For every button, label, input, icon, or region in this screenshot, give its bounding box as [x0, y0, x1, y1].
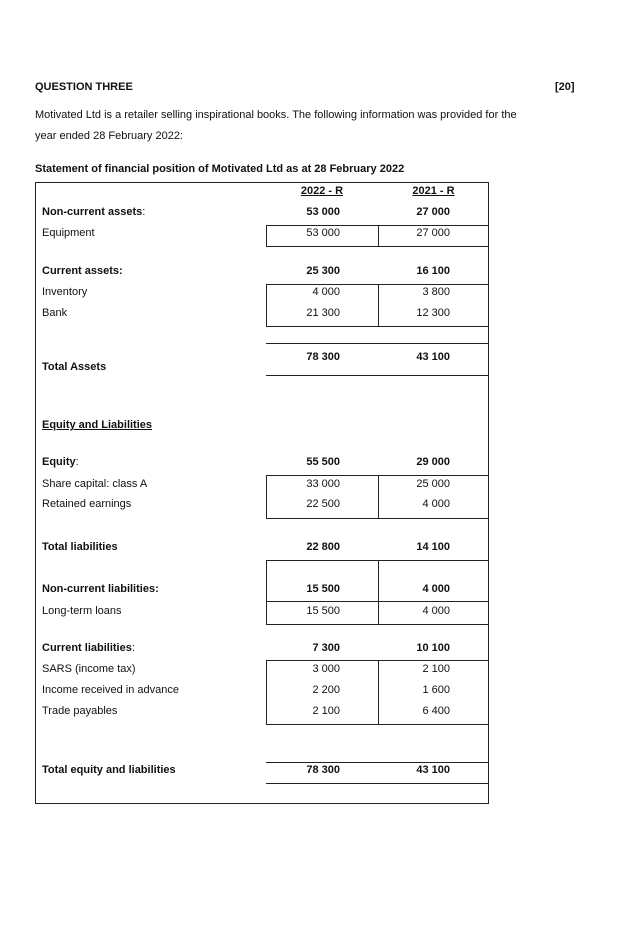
equity-liabilities-heading: Equity and Liabilities — [42, 419, 153, 431]
equity-label: Equity: — [42, 456, 79, 468]
bank-2021: 12 300 — [416, 307, 450, 319]
total-assets-2022: 78 300 — [306, 351, 340, 363]
trade-payables-2022: 2 100 — [312, 705, 340, 717]
income-advance-2022: 2 200 — [312, 684, 340, 696]
equipment-2021: 27 000 — [416, 227, 450, 239]
non-current-assets-label: Non-current assets: — [42, 206, 146, 218]
retained-earnings-label: Retained earnings — [42, 498, 132, 510]
total-assets-2021: 43 100 — [416, 351, 450, 363]
long-term-loans-label: Long-term loans — [42, 605, 122, 617]
current-liabilities-2022: 7 300 — [312, 642, 340, 654]
total-liabilities-label: Total liabilities — [42, 541, 118, 553]
non-current-liabilities-2022: 15 500 — [306, 583, 340, 595]
non-current-liabilities-2021: 4 000 — [422, 583, 450, 595]
long-term-loans-2021: 4 000 — [422, 605, 450, 617]
total-equity-liabilities-2022: 78 300 — [306, 764, 340, 776]
bank-label: Bank — [42, 307, 68, 319]
share-capital-label: Share capital: class A — [42, 478, 148, 490]
income-advance-2021: 1 600 — [422, 684, 450, 696]
inventory-2022: 4 000 — [312, 286, 340, 298]
intro-line-1: Motivated Ltd is a retailer selling inspirational books. The following information was provided for the — [35, 109, 517, 121]
trade-payables-2021: 6 400 — [422, 705, 450, 717]
retained-earnings-2021: 4 000 — [422, 498, 450, 510]
col-2021-header: 2021 - R — [412, 185, 455, 197]
current-liabilities-label: Current liabilities: — [42, 642, 135, 654]
intro-line-2: year ended 28 February 2022: — [35, 130, 183, 142]
equipment-label: Equipment — [42, 227, 95, 239]
total-equity-liabilities-2021: 43 100 — [416, 764, 450, 776]
equity-2022: 55 500 — [306, 456, 340, 468]
non-current-assets-2021: 27 000 — [416, 206, 450, 218]
sars-2022: 3 000 — [312, 663, 340, 675]
total-equity-liabilities-label: Total equity and liabilities — [42, 764, 176, 776]
total-assets-label: Total Assets — [42, 361, 107, 373]
equity-2021: 29 000 — [416, 456, 450, 468]
equipment-2022: 53 000 — [306, 227, 340, 239]
inventory-label: Inventory — [42, 286, 88, 298]
question-marks: [20] — [555, 81, 575, 93]
share-capital-2021: 25 000 — [416, 478, 450, 490]
retained-earnings-2022: 22 500 — [306, 498, 340, 510]
total-liabilities-2022: 22 800 — [306, 541, 340, 553]
trade-payables-label: Trade payables — [42, 705, 118, 717]
long-term-loans-2022: 15 500 — [306, 605, 340, 617]
total-liabilities-2021: 14 100 — [416, 541, 450, 553]
non-current-assets-2022: 53 000 — [306, 206, 340, 218]
sars-label: SARS (income tax) — [42, 663, 136, 675]
question-title: QUESTION THREE — [35, 81, 133, 93]
inventory-2021: 3 800 — [422, 286, 450, 298]
col-2022-header: 2022 - R — [300, 185, 344, 197]
bank-2022: 21 300 — [306, 307, 340, 319]
sars-2021: 2 100 — [422, 663, 450, 675]
non-current-liabilities-label: Non-current liabilities: — [42, 583, 159, 595]
share-capital-2022: 33 000 — [306, 478, 340, 490]
current-assets-2022: 25 300 — [306, 265, 340, 277]
current-liabilities-2021: 10 100 — [416, 642, 450, 654]
current-assets-label: Current assets: — [42, 265, 123, 277]
income-advance-label: Income received in advance — [42, 684, 179, 696]
statement-title: Statement of financial position of Motivated Ltd as at 28 February 2022 — [35, 163, 405, 175]
current-assets-2021: 16 100 — [416, 265, 450, 277]
